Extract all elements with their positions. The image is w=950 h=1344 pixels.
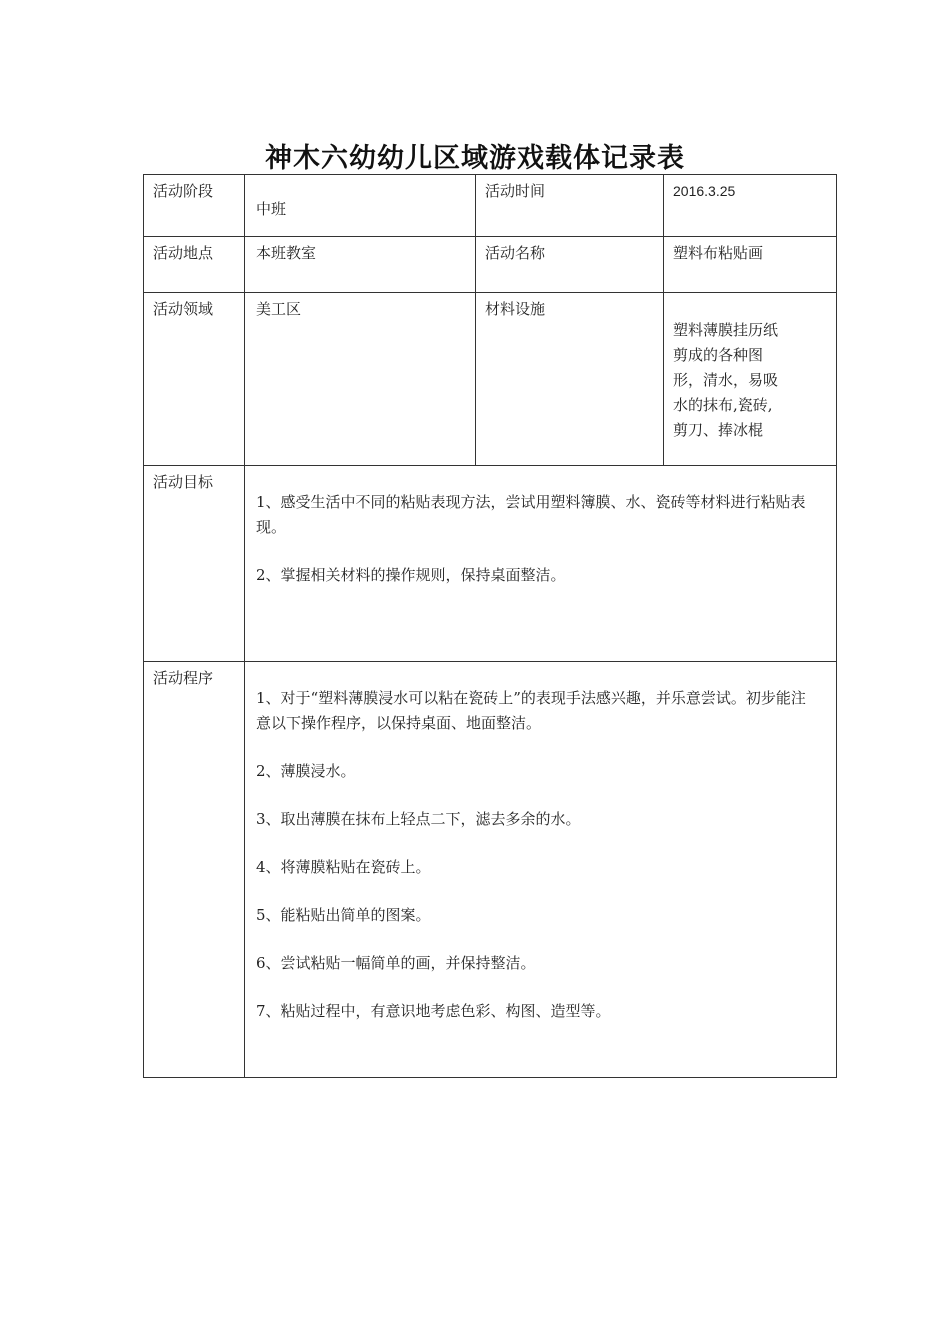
value-activity-name: 塑料布粘贴画 [663, 236, 837, 293]
value-activity-time: 2016.3.25 [663, 174, 837, 237]
materials-line: 剪成的各种图 [673, 346, 764, 364]
materials-line: 形，清水，易吸 [673, 371, 779, 389]
materials-line: 塑料薄膜挂历纸 [673, 321, 779, 339]
procedure-item: 7、粘贴过程中，有意识地考虑色彩、构图、造型等。 [256, 1002, 611, 1020]
value-activity-stage: 中班 [244, 174, 476, 237]
value-activity-domain: 美工区 [244, 292, 476, 466]
value-activity-place: 本班教室 [244, 236, 476, 293]
procedure-item: 1、对于“塑料薄膜浸水可以粘在瓷砖上”的表现手法感兴趣，并乐意尝试。初步能注意以下操作程序，以保持桌面、地面整洁。 [256, 689, 806, 732]
page-title: 神木六幼幼儿区域游戏载体记录表 [265, 143, 685, 174]
materials-line: 剪刀、捧冰棍 [673, 421, 764, 439]
procedure-item: 5、能粘贴出简单的图案。 [256, 906, 431, 924]
label-activity-place: 活动地点 [143, 236, 245, 293]
value-materials [663, 292, 837, 466]
procedure-item: 3、取出薄膜在抹布上轻点二下，滤去多余的水。 [256, 810, 581, 828]
value-activity-goal [244, 465, 837, 662]
materials-line: 水的抹布,瓷砖, [673, 396, 773, 414]
label-activity-goal: 活动目标 [143, 465, 245, 662]
procedure-item: 2、薄膜浸水。 [256, 762, 356, 780]
procedure-item: 6、尝试粘贴一幅简单的画，并保持整洁。 [256, 954, 536, 972]
label-activity-stage: 活动阶段 [143, 174, 245, 237]
procedure-item: 4、将薄膜粘贴在瓷砖上。 [256, 858, 431, 876]
value-activity-procedure [244, 661, 837, 1078]
label-activity-procedure: 活动程序 [143, 661, 245, 1078]
label-activity-domain: 活动领域 [143, 292, 245, 466]
goal-item: 1、感受生活中不同的粘贴表现方法，尝试用塑料簿膜、水、瓷砖等材料进行粘贴表现。 [256, 493, 806, 536]
goal-item: 2、掌握相关材料的操作规则，保持桌面整洁。 [256, 566, 566, 584]
label-activity-time: 活动时间 [475, 174, 664, 237]
label-activity-name: 活动名称 [475, 236, 664, 293]
label-materials: 材料设施 [475, 292, 664, 466]
